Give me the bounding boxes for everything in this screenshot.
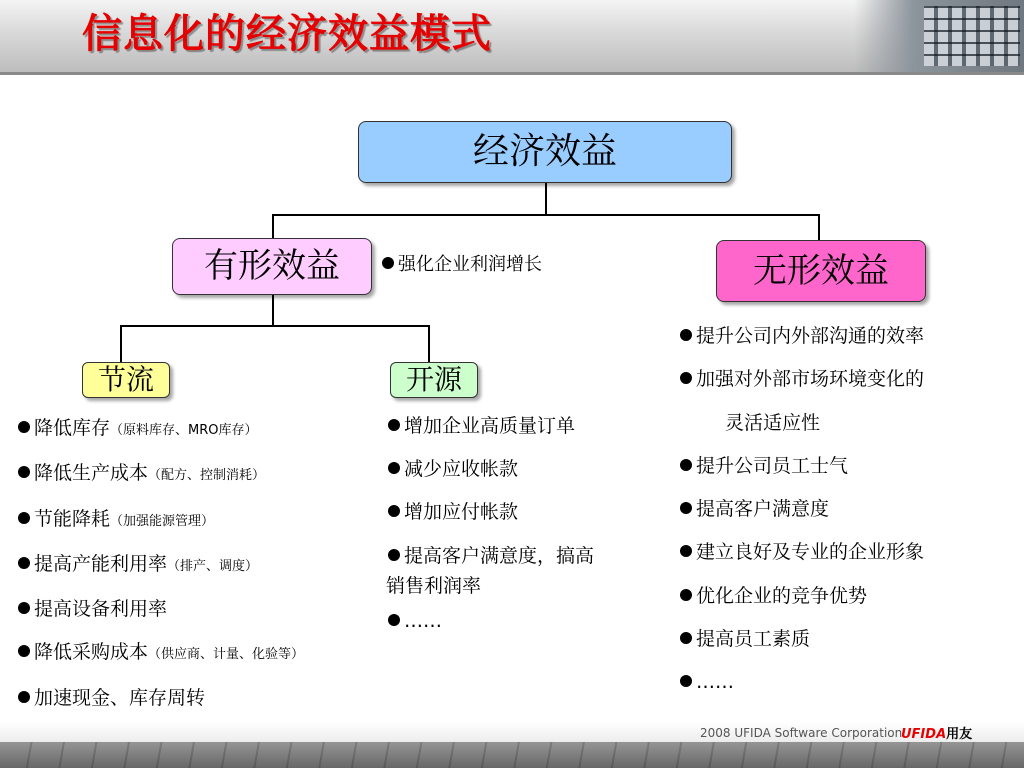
connector-tangible-down: [272, 293, 274, 326]
bullet-icon: [680, 329, 692, 341]
ufida-logo: [901, 723, 972, 742]
bullet-icon: [680, 372, 692, 384]
bullet-icon: [680, 675, 692, 687]
connector-root-down: [545, 181, 547, 215]
tangible-note: [382, 250, 542, 276]
list-item: 降低生产成本（配方、控制消耗）: [18, 452, 304, 497]
list-item: 提高客户满意度: [680, 488, 924, 531]
page-title: 信息化的经济效益模式: [82, 11, 492, 57]
list-item-continuation: 销售利润率: [386, 575, 482, 597]
list-item-continuation: 灵活适应性: [725, 411, 821, 434]
list-item: 加强对外部市场环境变化的: [680, 358, 924, 401]
bullet-icon: [680, 502, 692, 514]
connector-to-intangible: [818, 214, 820, 240]
header-divider: [0, 72, 1024, 75]
list-item: 节能降耗（加强能源管理）: [18, 498, 304, 543]
logo-text-en: UFIDA: [901, 727, 947, 742]
building-image: [854, 0, 1024, 72]
list-item: 提升公司内外部沟通的效率: [680, 315, 924, 358]
bullet-icon: [388, 462, 400, 474]
list-item: 减少应收帐款: [388, 448, 594, 491]
bullet-icon: [18, 645, 30, 657]
copyright-text: 2008 UFIDA Software Corporation: [700, 726, 903, 740]
tangible-label: 有形效益: [204, 246, 340, 286]
bullet-icon: [18, 602, 30, 614]
bullet-icon: [680, 545, 692, 557]
source-list: [388, 405, 594, 641]
bullet-icon: [18, 421, 30, 433]
list-item: 提高产能利用率（排产、调度）: [18, 543, 304, 588]
list-item: 优化企业的竞争优势: [680, 575, 924, 618]
throttle-list: [18, 407, 304, 763]
list-item: 提高员工素质: [680, 618, 924, 661]
bullet-icon: [388, 549, 400, 561]
tangible-box: [172, 238, 372, 295]
list-item: ……: [680, 661, 924, 704]
floor-image: [0, 742, 1024, 768]
throttle-box: [82, 362, 170, 398]
source-box: [390, 362, 478, 398]
bullet-icon: [680, 632, 692, 644]
connector-to-source: [428, 325, 430, 362]
list-item: 提高客户满意度，搞高: [388, 534, 594, 571]
bullet-icon: [388, 614, 400, 626]
list-item: 提升公司员工士气: [680, 445, 924, 488]
list-item: 降低采购成本（供应商、计量、化验等）: [18, 631, 304, 676]
bullet-icon: [18, 512, 30, 524]
connector-to-throttle: [120, 325, 122, 363]
tangible-note-text: 强化企业利润增长: [398, 254, 542, 275]
intangible-list: [680, 315, 924, 705]
intangible-box: [716, 240, 926, 302]
connector-top-bar: [272, 214, 820, 216]
bullet-icon: [680, 589, 692, 601]
list-item: 建立良好及专业的企业形象: [680, 531, 924, 574]
throttle-label: 节流: [97, 363, 154, 396]
connector-to-tangible: [272, 214, 274, 238]
bullet-icon: [382, 257, 394, 269]
bullet-icon: [18, 557, 30, 569]
logo-text-cn: 用友: [946, 727, 973, 742]
list-item: 增加应付帐款: [388, 491, 594, 534]
bullet-icon: [18, 691, 30, 703]
intangible-label: 无形效益: [753, 251, 889, 291]
connector-mid-bar: [120, 325, 430, 327]
list-item: 降低库存（原料库存、MRO库存）: [18, 407, 304, 452]
bullet-icon: [388, 419, 400, 431]
bullet-icon: [18, 466, 30, 478]
root-box: [358, 121, 732, 183]
root-label: 经济效益: [472, 131, 617, 172]
bullet-icon: [680, 459, 692, 471]
list-item: 加速现金、库存周转: [18, 677, 304, 720]
bullet-icon: [388, 505, 400, 517]
list-item: 增加企业高质量订单: [388, 405, 594, 448]
list-item: ……: [388, 601, 594, 641]
source-label: 开源: [405, 363, 462, 396]
list-item: 提高设备利用率: [18, 588, 304, 631]
